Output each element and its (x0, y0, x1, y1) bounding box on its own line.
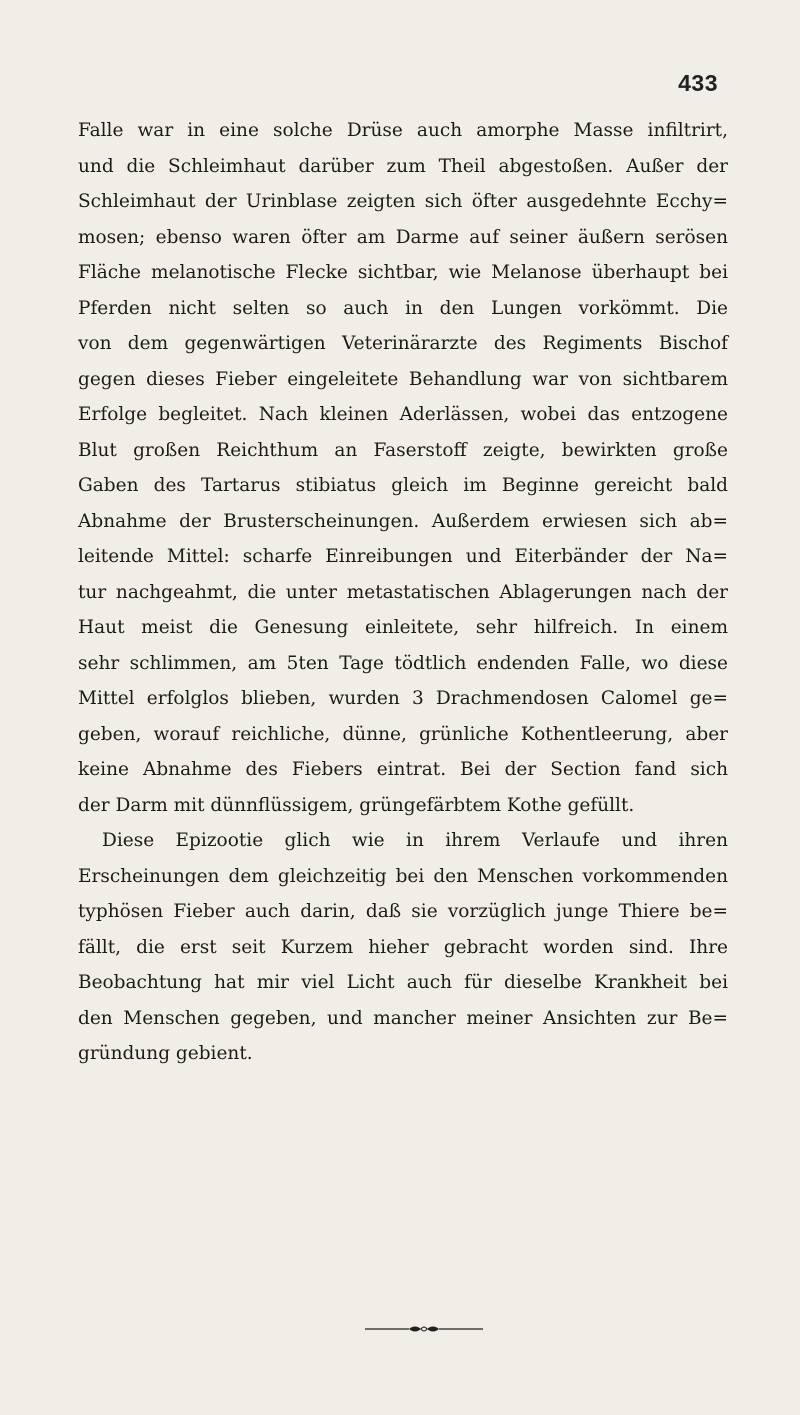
text-line: fällt, die erst seit Kurzem hieher gebracht worden sind. Ihre (78, 936, 728, 958)
text-line: Diese Epizootie glich wie in ihrem Verlaufe und ihren (102, 830, 728, 851)
text-line: sehr schlimmen, am 5ten Tage tödtlich endenden Falle, wo diese (78, 652, 728, 674)
text-line: Erfolge begleitet. Nach kleinen Aderlässen, wobei das entzogene (78, 404, 728, 425)
text-line: Mittel erfolglos blieben, wurden 3 Drachmendosen Calomel ge= (78, 688, 728, 709)
text-line: typhösen Fieber auch darin, daß sie vorzüglich junge Thiere be= (78, 901, 728, 922)
text-line: Beobachtung hat mir viel Licht auch für dieselbe Krankheit bei (78, 972, 728, 993)
text-line: gegen dieses Fieber eingeleitete Behandlung war von sichtbarem (78, 368, 728, 390)
text-line: Schleimhaut der Urinblase zeigten sich öfter ausgedehnte Ecchy= (78, 191, 728, 212)
text-line: Erscheinungen dem gleichzeitig bei den Menschen vorkommenden (78, 865, 728, 887)
text-line: geben, worauf reichliche, dünne, grünliche Kothentleerung, aber (78, 723, 728, 745)
text-line: von dem gegenwärtigen Veterinärarzte des Regiments Bischof (78, 333, 728, 354)
text-line: keine Abnahme des Fiebers eintrat. Bei der Section fand sich (78, 759, 728, 780)
text-line: tur nachgeahmt, die unter metastatischen Ablagerungen nach der (78, 581, 728, 603)
text-line: mosen; ebenso waren öfter am Darme auf seiner äußern serösen (78, 226, 728, 248)
text-line: leitende Mittel: scharfe Einreibungen und Eiterbänder der Na= (78, 546, 728, 567)
text-line: Blut großen Reichthum an Faserstoff zeigte, bewirkten große (78, 439, 728, 461)
text-line: und die Schleimhaut darüber zum Theil abgestoßen. Außer der (78, 155, 728, 177)
text-line: Haut meist die Genesung einleitete, sehr hilfreich. In einem (78, 617, 728, 638)
text-line: Abnahme der Brusterscheinungen. Außerdem erwiesen sich ab= (78, 510, 728, 532)
body-text (78, 113, 728, 1072)
rule-ornament-icon (365, 1323, 483, 1335)
text-line: Fläche melanotische Flecke sichtbar, wie Melanose überhaupt bei (78, 262, 728, 283)
text-line: Falle war in eine solche Drüse auch amorphe Masse infiltrirt, (78, 120, 728, 141)
page-number: 433 (678, 70, 718, 96)
text-line: Pferden nicht selten so auch in den Lungen vorkömmt. Die (78, 297, 728, 319)
text-line: Gaben des Tartarus stibiatus gleich im Beginne gereicht bald (78, 475, 728, 496)
text-line: gründung gebient. (78, 1043, 253, 1064)
text-line: den Menschen gegeben, und mancher meiner Ansichten zur Be= (78, 1007, 728, 1029)
text-line: der Darm mit dünnflüssigem, grüngefärbtem Kothe gefüllt. (78, 794, 635, 816)
